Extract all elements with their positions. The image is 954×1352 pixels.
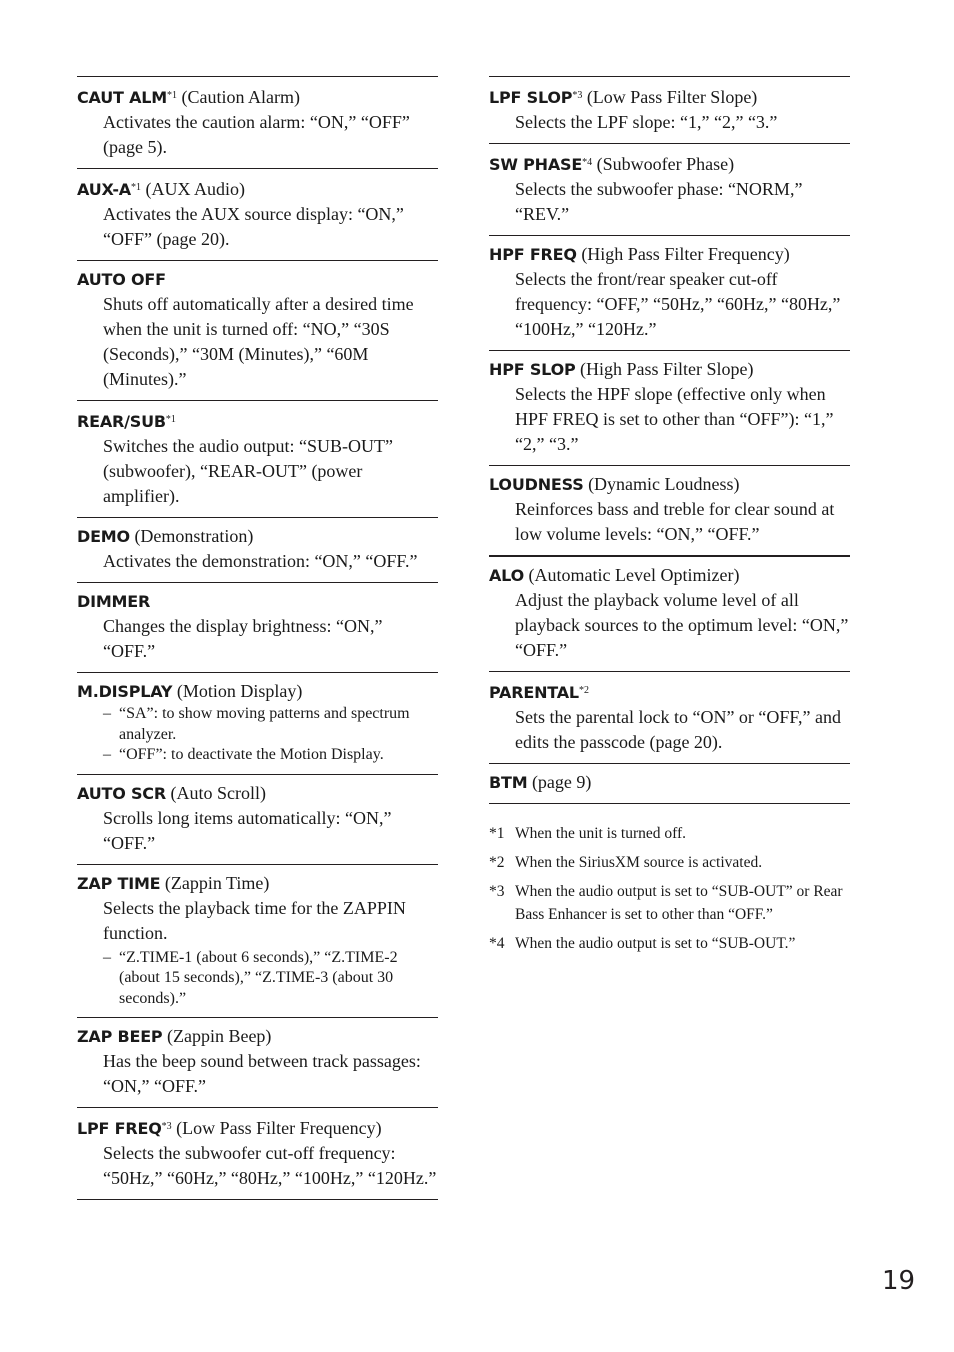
entry-heading bbox=[489, 83, 850, 110]
menu-entry bbox=[489, 671, 850, 763]
entry-full-name: (Automatic Level Optimizer) bbox=[524, 565, 740, 585]
entry-heading bbox=[77, 524, 438, 549]
entry-full-name: (Low Pass Filter Frequency) bbox=[171, 1118, 382, 1138]
page-number: 19 bbox=[882, 1266, 916, 1296]
entry-full-name: (Zappin Time) bbox=[160, 872, 270, 893]
menu-entry bbox=[489, 763, 850, 803]
footnote-ref: *4 bbox=[582, 157, 593, 168]
footnote bbox=[489, 851, 850, 874]
menu-entry bbox=[489, 76, 850, 143]
entry-full-name: (Low Pass Filter Slope) bbox=[582, 87, 758, 107]
entry-description: Selects the subwoofer phase: “NORM,” “REV.” bbox=[515, 179, 803, 224]
entry-description: Switches the audio output: “SUB-OUT” (subwoofer), “REAR-OUT” (power amplifier). bbox=[103, 436, 393, 506]
right-entries bbox=[489, 76, 850, 803]
menu-entry bbox=[489, 143, 850, 235]
entry-heading bbox=[489, 678, 850, 705]
menu-entry bbox=[77, 168, 438, 260]
entry-description: Reinforces bass and treble for clear sound at low volume levels: “ON,” “OFF.” bbox=[515, 499, 835, 544]
entry-heading bbox=[77, 1024, 438, 1049]
option-item: – “OFF”: to deactivate the Motion Display. bbox=[103, 745, 438, 766]
entry-full-name: (Motion Display) bbox=[172, 681, 303, 701]
entry-heading bbox=[77, 871, 438, 896]
menu-entry bbox=[77, 1107, 438, 1200]
entry-term: LPF SLOP bbox=[489, 88, 573, 107]
entry-heading bbox=[489, 770, 850, 795]
footnote-ref: *1 bbox=[167, 90, 178, 101]
menu-entry bbox=[77, 400, 438, 517]
entry-term: LOUDNESS bbox=[489, 475, 584, 494]
entry-term: REAR/SUB bbox=[77, 412, 166, 431]
entry-heading bbox=[489, 242, 850, 267]
footnotes bbox=[489, 803, 850, 955]
menu-entry bbox=[77, 864, 438, 1018]
menu-entry bbox=[77, 774, 438, 864]
footnote-mark: *1 bbox=[489, 825, 505, 842]
entry-description: Has the beep sound between track passages: “ON,” “OFF.” bbox=[103, 1051, 421, 1096]
entry-term: AUTO OFF bbox=[77, 270, 166, 289]
entry-term: DEMO bbox=[77, 527, 130, 546]
entry-term: CAUT ALM bbox=[77, 88, 168, 107]
footnote-ref: *3 bbox=[572, 90, 583, 101]
entry-full-name: (Dynamic Loudness) bbox=[583, 474, 740, 494]
menu-entry bbox=[77, 76, 438, 168]
entry-description: Selects the LPF slope: “1,” “2,” “3.” bbox=[515, 112, 778, 132]
entry-heading bbox=[489, 357, 850, 382]
footnote-ref: *1 bbox=[130, 182, 141, 193]
entry-description: Selects the playback time for the ZAPPIN function. bbox=[103, 897, 406, 943]
footnote bbox=[489, 822, 850, 845]
footnote-mark: *3 bbox=[489, 883, 505, 900]
entry-term: ZAP TIME bbox=[77, 873, 161, 893]
menu-entry bbox=[489, 350, 850, 465]
entry-full-name: (High Pass Filter Slope) bbox=[575, 359, 754, 379]
footnote-mark: *2 bbox=[489, 854, 505, 871]
footnote bbox=[489, 932, 850, 955]
entry-term: BTM bbox=[489, 773, 528, 792]
entry-term: ZAP BEEP bbox=[77, 1027, 163, 1046]
entry-description: Changes the display brightness: “ON,” “OFF.” bbox=[103, 616, 383, 661]
option-item: – “SA”: to show moving patterns and spectrum analyzer. bbox=[103, 704, 438, 745]
footnote-mark: *4 bbox=[489, 935, 505, 952]
entry-full-name: (AUX Audio) bbox=[140, 179, 245, 199]
entry-description: Activates the demonstration: “ON,” “OFF.” bbox=[103, 551, 418, 571]
entry-description: Selects the front/rear speaker cut-off frequency: “OFF,” “50Hz,” “60Hz,” “80Hz,” “100Hz,” “120Hz.” bbox=[515, 269, 841, 339]
option-item: – “Z.TIME-1 (about 6 seconds),” “Z.TIME-2 (about 15 seconds),” “Z.TIME-3 (about 30 seconds).” bbox=[103, 948, 438, 1010]
entry-description: Adjust the playback volume level of all playback sources to the optimum level: “ON,” “OFF.” bbox=[515, 590, 849, 660]
entry-term: DIMMER bbox=[77, 592, 151, 611]
menu-entry bbox=[77, 260, 438, 400]
entry-heading bbox=[489, 150, 850, 177]
entry-description: Selects the HPF slope (effective only when HPF FREQ is set to other than “OFF”): “1,” “2,” “3.” bbox=[515, 384, 834, 454]
entry-description: Scrolls long items automatically: “ON,” “OFF.” bbox=[103, 807, 392, 853]
entry-description: Shuts off automatically after a desired time when the unit is turned off: “NO,” “30S (Seconds),” “30M (Minutes),” “60M (Minutes).” bbox=[103, 294, 414, 389]
entry-term: LPF FREQ bbox=[77, 1119, 162, 1138]
entry-term: AUTO SCR bbox=[77, 783, 166, 803]
entry-full-name: (High Pass Filter Frequency) bbox=[576, 244, 790, 264]
entry-full-name: (Auto Scroll) bbox=[165, 782, 266, 803]
entry-heading bbox=[77, 175, 438, 202]
entry-heading bbox=[77, 589, 438, 614]
entry-description: Activates the caution alarm: “ON,” “OFF” (page 5). bbox=[103, 112, 410, 157]
footnote-ref: *1 bbox=[165, 414, 176, 425]
entry-term: HPF SLOP bbox=[489, 360, 576, 379]
right-column bbox=[489, 76, 850, 961]
entry-heading bbox=[77, 679, 438, 704]
menu-entry bbox=[77, 517, 438, 582]
footnote-text: When the SiriusXM source is activated. bbox=[515, 854, 763, 871]
entry-heading bbox=[77, 781, 438, 806]
entry-heading bbox=[489, 472, 850, 497]
left-column bbox=[77, 76, 438, 1200]
entry-full-name: (Zappin Beep) bbox=[162, 1026, 272, 1046]
entry-full-name: (Subwoofer Phase) bbox=[592, 154, 735, 174]
option-list bbox=[77, 704, 438, 766]
menu-entry bbox=[77, 672, 438, 774]
entry-term: PARENTAL bbox=[489, 683, 579, 702]
entry-term: SW PHASE bbox=[489, 155, 583, 174]
entry-full-name: (Demonstration) bbox=[129, 526, 254, 546]
entry-term: HPF FREQ bbox=[489, 245, 577, 264]
entry-description: Activates the AUX source display: “ON,” “OFF” (page 20). bbox=[103, 204, 404, 249]
entry-description: Selects the subwoofer cut-off frequency: “50Hz,” “60Hz,” “80Hz,” “100Hz,” “120Hz.” bbox=[103, 1143, 437, 1188]
option-list bbox=[77, 948, 438, 1010]
entry-full-name: (Caution Alarm) bbox=[177, 87, 300, 107]
entry-heading bbox=[77, 267, 438, 292]
menu-entry bbox=[77, 582, 438, 672]
footnote-text: When the audio output is set to “SUB-OUT” or Rear Bass Enhancer is set to other than “OFF.” bbox=[515, 883, 843, 923]
entry-term: M.DISPLAY bbox=[77, 682, 173, 701]
footnote-text: When the unit is turned off. bbox=[515, 825, 687, 842]
footnote-ref: *2 bbox=[578, 685, 589, 696]
menu-entry bbox=[489, 465, 850, 555]
menu-entry bbox=[77, 1017, 438, 1107]
entry-full-name: (page 9) bbox=[527, 772, 592, 792]
entry-heading bbox=[77, 1114, 438, 1141]
footnote-text: When the audio output is set to “SUB-OUT.” bbox=[515, 935, 796, 952]
entry-heading bbox=[489, 563, 850, 588]
entry-heading bbox=[77, 407, 438, 434]
footnote-ref: *3 bbox=[161, 1121, 172, 1132]
menu-entry bbox=[489, 555, 850, 671]
entry-term: ALO bbox=[489, 566, 525, 585]
entry-heading bbox=[77, 83, 438, 110]
entry-term: AUX-A bbox=[77, 180, 131, 199]
footnote bbox=[489, 880, 850, 926]
menu-entry bbox=[489, 235, 850, 350]
entry-description: Sets the parental lock to “ON” or “OFF,” and edits the passcode (page 20). bbox=[515, 707, 841, 752]
